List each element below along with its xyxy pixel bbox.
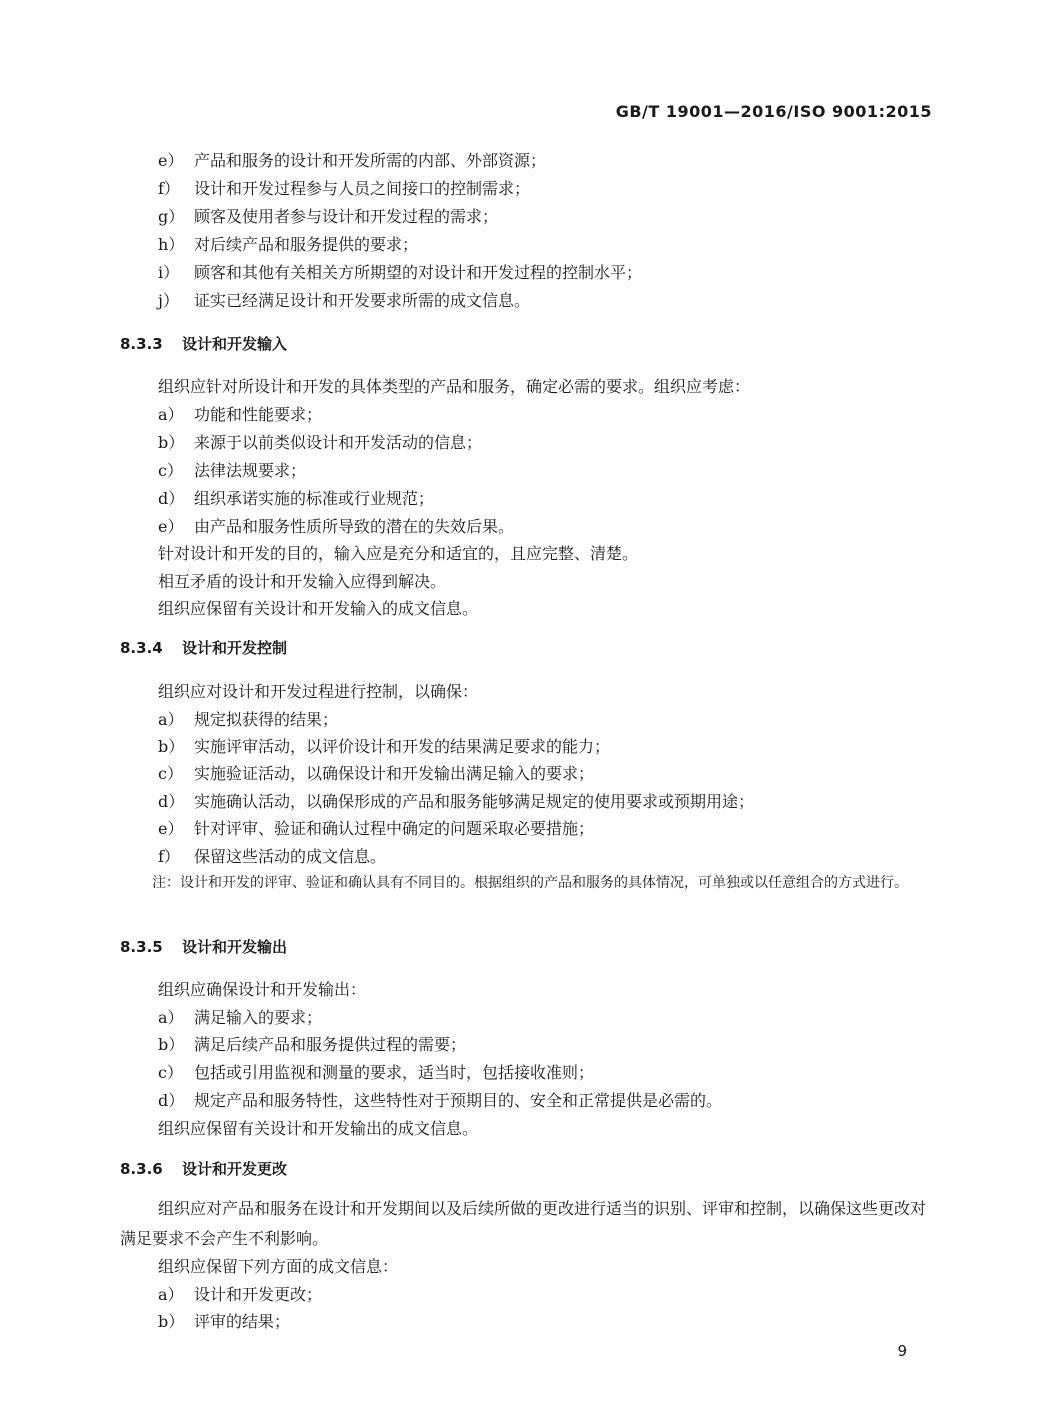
list-marker: e） [158,517,184,536]
list-text: 由产品和服务性质所导致的潜在的失效后果。 [194,517,515,536]
list-item [158,1062,594,1084]
list-marker: b） [158,433,185,452]
list-text: 评审的结果； [194,1312,291,1331]
list-text: 来源于以前类似设计和开发活动的信息； [194,433,483,452]
list-item [158,178,530,200]
list-item [158,1284,322,1306]
list-item [158,846,386,868]
paragraph: 组织应保留有关设计和开发输出的成文信息。 [158,1119,479,1138]
section-heading [120,1158,287,1180]
list-item [158,488,434,510]
list-item [158,791,754,813]
section-number: 8.3.4 [120,639,163,657]
paragraph: 相互矛盾的设计和开发输入应得到解决。 [158,572,447,591]
list-marker: d） [158,489,185,508]
list-marker: c） [158,1063,183,1082]
list-item [158,290,530,312]
list-text: 规定产品和服务特性，这些特性对于预期目的、安全和正常提供是必需的。 [194,1091,723,1110]
list-marker: b） [158,1312,185,1331]
list-text: 法律法规要求； [194,461,307,480]
list-item [158,763,594,785]
list-marker: j） [158,291,179,310]
list-item [158,1311,290,1333]
paragraph: 组织应确保设计和开发输出： [158,980,367,999]
section-title: 设计和开发输出 [182,938,288,956]
list-marker: c） [158,461,183,480]
paragraph: 组织应对产品和服务在设计和开发期间以及后续所做的更改进行适当的识别、评审和控制，以确保这些更改对满足要求不会产生不利影响。 [120,1199,927,1248]
list-marker: h） [158,235,185,254]
list-text: 顾客及使用者参与设计和开发过程的需求； [194,207,499,226]
page-number: 9 [897,1342,907,1360]
list-marker: a） [158,710,184,729]
list-marker: f） [158,847,180,866]
list-text: 保留这些活动的成文信息。 [194,847,387,866]
list-text: 对后续产品和服务提供的要求； [194,235,419,254]
list-marker: g） [158,207,185,226]
list-marker: a） [158,1285,184,1304]
list-item [158,1090,722,1112]
list-text: 产品和服务的设计和开发所需的内部、外部资源； [194,151,547,170]
section-title: 设计和开发更改 [182,1160,288,1178]
list-marker: b） [158,1035,185,1054]
section-number: 8.3.3 [120,335,163,353]
list-item [158,709,338,731]
list-item [158,234,418,256]
standard-code-header: GB/T 19001—2016/ISO 9001:2015 [615,102,932,121]
list-marker: c） [158,764,183,783]
paragraph: 组织应保留有关设计和开发输入的成文信息。 [158,599,479,618]
list-text: 满足输入的要求； [194,1008,323,1027]
list-marker: d） [158,792,185,811]
list-text: 证实已经满足设计和开发要求所需的成文信息。 [194,291,531,310]
section-title: 设计和开发输入 [182,335,288,353]
list-item [158,516,514,538]
list-item [158,1007,322,1029]
section-number: 8.3.5 [120,938,163,956]
list-item [158,818,594,840]
section-number: 8.3.6 [120,1160,163,1178]
list-text: 满足后续产品和服务提供过程的需要； [194,1035,467,1054]
list-marker: d） [158,1091,185,1110]
list-marker: b） [158,737,185,756]
list-item [158,736,610,758]
list-marker: i） [158,263,180,282]
list-text: 规定拟获得的结果； [194,710,339,729]
list-text: 包括或引用监视和测量的要求，适当时，包括接收准则； [194,1063,595,1082]
list-item [158,150,546,172]
list-text: 针对评审、验证和确认过程中确定的问题采取必要措施； [194,819,595,838]
list-item [158,460,306,482]
list-item [158,1034,466,1056]
list-item [158,404,322,426]
section-title: 设计和开发控制 [182,639,288,657]
list-item [158,206,498,228]
list-marker: a） [158,405,184,424]
list-text: 实施评审活动，以评价设计和开发的结果满足要求的能力； [194,737,611,756]
section-heading [120,333,287,355]
paragraph: 针对设计和开发的目的，输入应是充分和适宜的，且应完整、清楚。 [158,544,639,563]
list-marker: f） [158,179,180,198]
paragraph: 组织应针对所设计和开发的具体类型的产品和服务，确定必需的要求。组织应考虑： [158,377,751,396]
list-text: 设计和开发更改； [194,1285,323,1304]
note-text: 注：设计和开发的评审、验证和确认具有不同目的。根据组织的产品和服务的具体情况，可单独或以任意组合的方式进行。 [152,875,908,891]
paragraph: 组织应对设计和开发过程进行控制，以确保： [158,682,479,701]
list-text: 设计和开发过程参与人员之间接口的控制需求； [194,179,531,198]
paragraph: 组织应保留下列方面的成文信息： [158,1257,399,1276]
section-heading [120,936,287,958]
list-marker: a） [158,1008,184,1027]
list-text: 顾客和其他有关相关方所期望的对设计和开发过程的控制水平； [194,263,643,282]
list-item [158,432,482,454]
list-marker: e） [158,151,184,170]
list-text: 功能和性能要求； [194,405,323,424]
section-heading [120,637,287,659]
list-item [158,262,642,284]
list-text: 实施验证活动，以确保设计和开发输出满足输入的要求； [194,764,595,783]
list-text: 实施确认活动，以确保形成的产品和服务能够满足规定的使用要求或预期用途； [194,792,755,811]
list-marker: e） [158,819,184,838]
list-text: 组织承诺实施的标准或行业规范； [194,489,435,508]
